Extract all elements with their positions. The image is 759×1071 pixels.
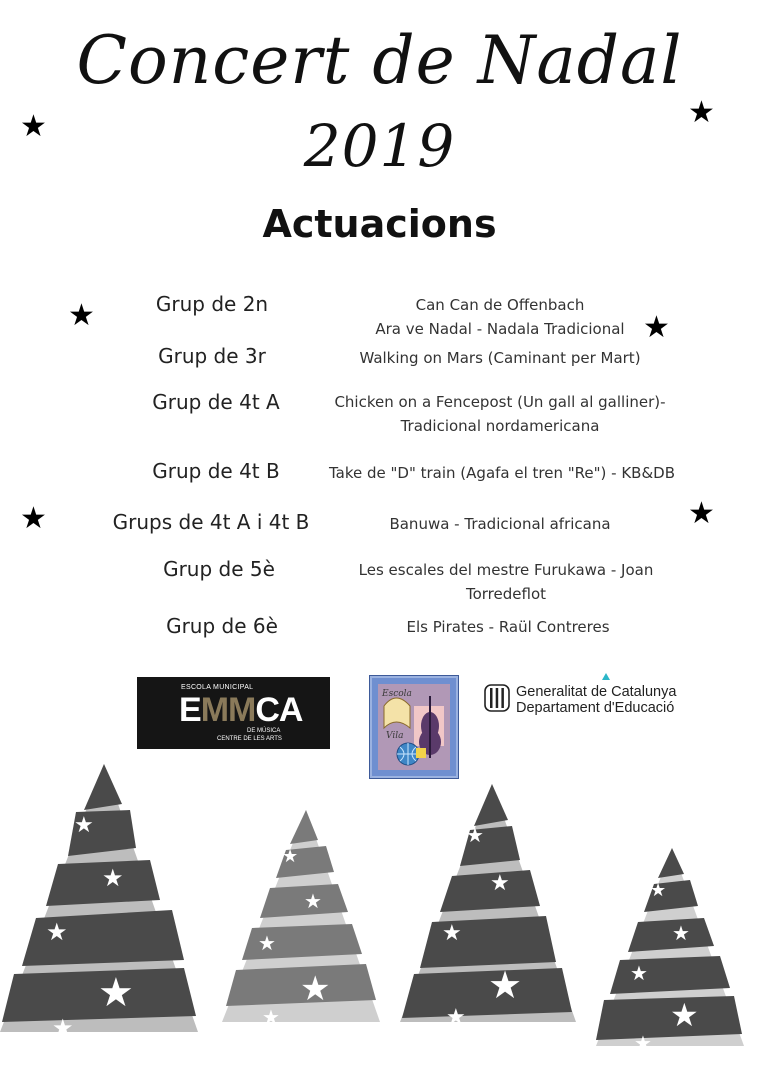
piece-title: Les escales del mestre Furukawa - Joan bbox=[358, 561, 654, 579]
piece-title: Take de "D" train (Agafa el tren "Re") - KB&DB bbox=[328, 464, 676, 482]
title-line-1: Concert de Nadal bbox=[76, 22, 683, 99]
generalitat-line-1: Generalitat de Catalunya bbox=[516, 684, 677, 700]
emmca-sub1: DE MÚSICA bbox=[247, 728, 281, 734]
emmca-logo bbox=[137, 677, 330, 749]
piece-title: Tradicional nordamericana bbox=[400, 417, 600, 435]
christmas-trees-illustration bbox=[0, 760, 759, 1071]
tree-3 bbox=[400, 784, 576, 1030]
emmca-top-text: ESCOLA MUNICIPAL bbox=[181, 684, 254, 691]
tree-4 bbox=[596, 848, 744, 1055]
svg-text:Vila: Vila bbox=[386, 731, 404, 741]
svg-text:★: ★ bbox=[282, 846, 299, 867]
title-line-2: 2019 bbox=[303, 112, 456, 180]
svg-text:Escola: Escola bbox=[382, 689, 412, 699]
svg-text:★: ★ bbox=[300, 969, 331, 1009]
group-name: Grup de 2n bbox=[155, 292, 269, 316]
piece-title: Ara ve Nadal - Nadala Tradicional bbox=[375, 320, 625, 338]
svg-text:★: ★ bbox=[672, 921, 690, 945]
piece-title: Torredeflot bbox=[465, 585, 547, 603]
group-name: Grup de 3r bbox=[158, 344, 266, 368]
piece-title: Chicken on a Fencepost (Un gall al galliner)- bbox=[334, 393, 666, 411]
star-icon: ★ bbox=[68, 298, 95, 333]
svg-text:★: ★ bbox=[46, 918, 68, 946]
section-heading: Actuacions bbox=[262, 202, 497, 246]
star-icon: ★ bbox=[688, 95, 715, 130]
svg-text:★: ★ bbox=[446, 1005, 466, 1030]
svg-text:★: ★ bbox=[52, 1014, 74, 1042]
group-name: Grup de 5è bbox=[163, 557, 275, 581]
accent-triangle-icon bbox=[602, 673, 610, 680]
svg-text:★: ★ bbox=[304, 889, 322, 913]
star-icon: ★ bbox=[20, 501, 47, 536]
svg-text:★: ★ bbox=[102, 864, 124, 892]
svg-text:★: ★ bbox=[488, 963, 523, 1007]
svg-text:★: ★ bbox=[670, 996, 699, 1034]
tree-1 bbox=[0, 764, 198, 1042]
svg-text:★: ★ bbox=[442, 921, 462, 946]
svg-text:★: ★ bbox=[98, 970, 134, 1016]
group-name: Grup de 4t B bbox=[152, 459, 280, 483]
piece-title: Walking on Mars (Caminant per Mart) bbox=[359, 349, 641, 367]
svg-text:★: ★ bbox=[490, 871, 510, 896]
group-name: Grup de 6è bbox=[166, 614, 278, 638]
star-icon: ★ bbox=[643, 310, 670, 345]
svg-text:★: ★ bbox=[258, 931, 276, 955]
svg-text:★: ★ bbox=[650, 880, 667, 901]
group-name: Grups de 4t A i 4t B bbox=[112, 510, 310, 534]
svg-text:★: ★ bbox=[634, 1031, 652, 1055]
svg-text:★: ★ bbox=[74, 813, 94, 838]
star-icon: ★ bbox=[20, 109, 47, 144]
piece-title: Els Pirates - Raül Contreres bbox=[406, 618, 610, 636]
svg-text:★: ★ bbox=[466, 823, 484, 847]
piece-title: Banuwa - Tradicional africana bbox=[389, 515, 611, 533]
group-name: Grup de 4t A bbox=[152, 390, 280, 414]
svg-text:★: ★ bbox=[630, 961, 648, 985]
emmca-sub2: CENTRE DE LES ARTS bbox=[217, 736, 282, 742]
star-icon: ★ bbox=[688, 496, 715, 531]
svg-text:★: ★ bbox=[262, 1005, 280, 1029]
senyera-emblem-icon bbox=[484, 684, 510, 712]
generalitat-line-2: Departament d'Educació bbox=[516, 700, 675, 716]
emmca-name: EMMCA bbox=[179, 691, 303, 729]
piece-title: Can Can de Offenbach bbox=[415, 296, 585, 314]
tree-2 bbox=[222, 810, 380, 1029]
